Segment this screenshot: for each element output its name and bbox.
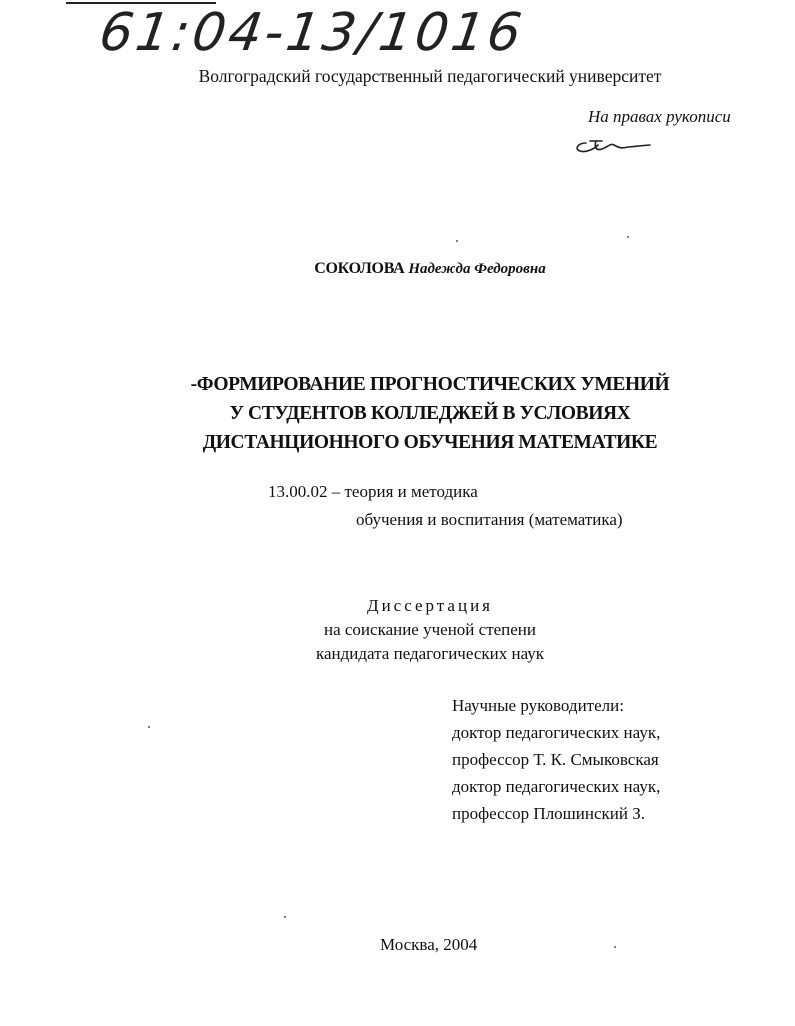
scan-speck: [148, 726, 150, 728]
degree-line: на соискание ученой степени: [323, 620, 537, 639]
author-name: [0, 260, 795, 278]
author-surname: СОКОЛОВА: [314, 260, 405, 277]
scan-speck: [627, 236, 629, 238]
dissertation-title: [0, 370, 795, 457]
dissertation-type: [0, 594, 795, 666]
supervisor-line: профессор Т. К. Смыковская: [452, 750, 659, 769]
supervisors-heading: Научные руководители:: [452, 696, 624, 715]
title-line: ДИСТАНЦИОННОГО ОБУЧЕНИЯ МАТЕМАТИКЕ: [202, 432, 658, 453]
scan-speck: [284, 916, 286, 918]
scan-speck: [456, 240, 458, 242]
supervisor-line: доктор педагогических наук,: [452, 777, 661, 796]
specialty-name: обучения и воспитания (математика): [356, 510, 623, 529]
university-name: Волгоградский государственный педагогический университет: [198, 66, 662, 86]
handwritten-archive-code: 61:04-13/1016: [95, 3, 528, 63]
supervisor-line: профессор Плошинский З.: [452, 804, 645, 823]
dissertation-word: Диссертация: [366, 596, 493, 615]
title-line: У СТУДЕНТОВ КОЛЛЕДЖЕЙ В УСЛОВИЯХ: [229, 403, 631, 424]
specialty-code: 13.00.02 – теория и методика: [268, 482, 478, 501]
manuscript-note: На правах рукописи: [588, 107, 731, 126]
signature-icon: [572, 131, 658, 157]
author-given-names: Надежда Федоровна: [408, 261, 546, 277]
scan-speck: [614, 946, 616, 948]
supervisors-block: [452, 692, 660, 827]
degree-line: кандидата педагогических наук: [315, 644, 545, 663]
supervisor-line: доктор педагогических наук,: [452, 723, 661, 742]
title-line: -ФОРМИРОВАНИЕ ПРОГНОСТИЧЕСКИХ УМЕНИЙ: [190, 374, 670, 395]
city-year: Москва, 2004: [380, 935, 478, 954]
